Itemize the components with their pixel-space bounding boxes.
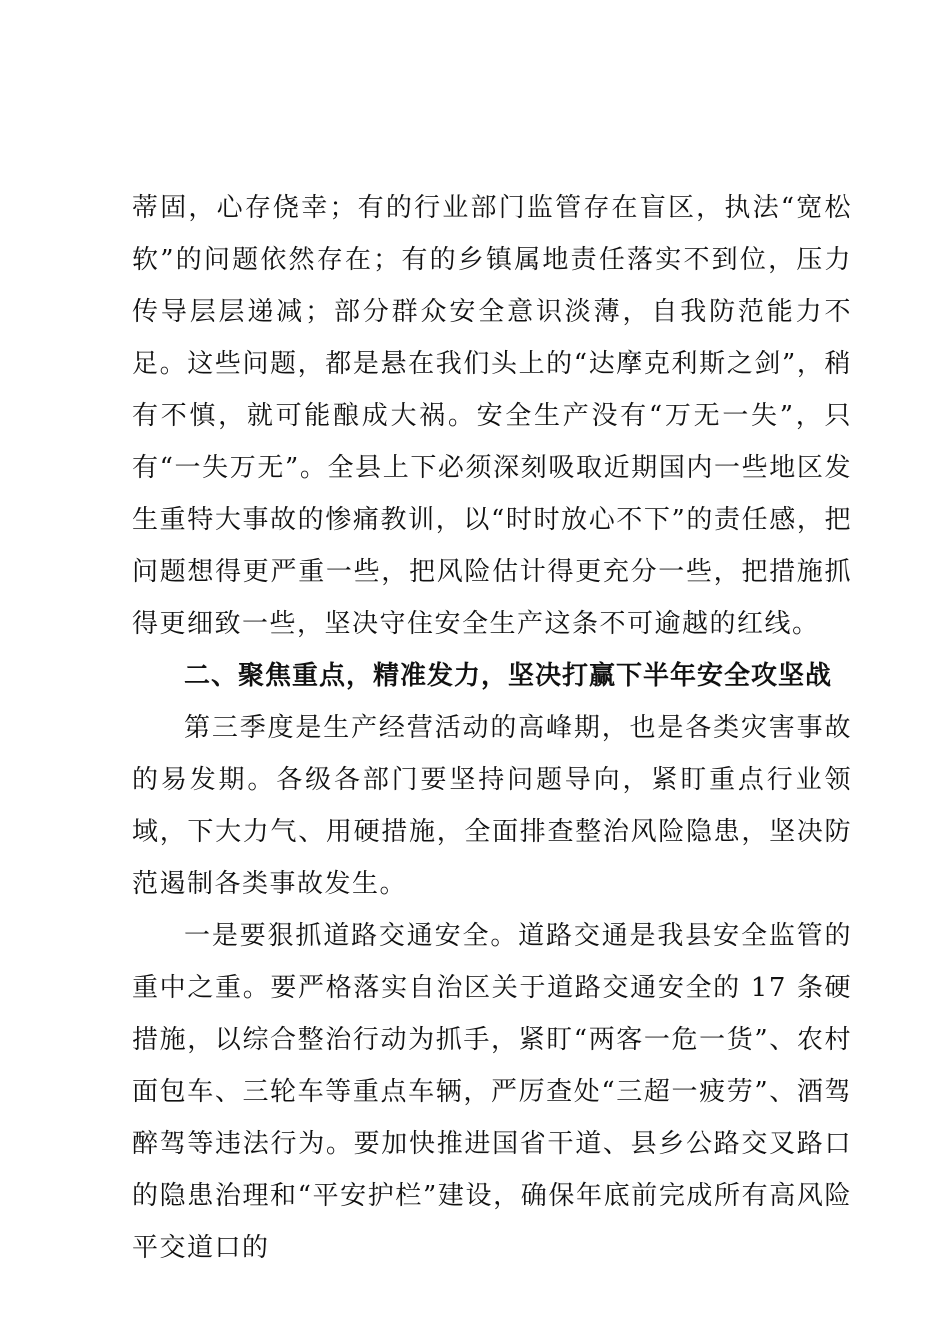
- document-body: [132, 182, 852, 1274]
- paragraph-continuation: 蒂固，心存侥幸；有的行业部门监管存在盲区，执法“宽松软”的问题依然存在；有的乡镇属地责任落实不到位，压力传导层层递减；部分群众安全意识淡薄，自我防范能力不足。这些问题，都是悬在我们头上的“达摩克利斯之剑”，稍有不慎，就可能酿成大祸。安全生产没有“万无一失”，只有“一失万无”。全县上下必须深刻吸取近期国内一些地区发生重特大事故的惨痛教训，以“时时放心不下”的责任感，把问题想得更严重一些，把风险估计得更充分一些，把措施抓得更细致一些，坚决守住安全生产这条不可逾越的红线。: [132, 193, 852, 639]
- section-heading: 二、聚焦重点，精准发力，坚决打赢下半年安全攻坚战: [184, 661, 833, 691]
- paragraph-road-traffic: 一是要狠抓道路交通安全。道路交通是我县安全监管的重中之重。要严格落实自治区关于道路交通安全的 17 条硬措施，以综合整治行动为抓手，紧盯“两客一危一货”、农村面包车、三轮车等重点车辆，严厉查处“三超一疲劳”、酒驾醉驾等违法行为。要加快推进国省干道、县乡公路交叉路口的隐患治理和“平安护栏”建设，确保年底前完成所有高风险平交道口的: [132, 921, 852, 1263]
- paragraph-third-quarter: 第三季度是生产经营活动的高峰期，也是各类灾害事故的易发期。各级各部门要坚持问题导向，紧盯重点行业领域，下大力气、用硬措施，全面排查整治风险隐患，坚决防范遏制各类事故发生。: [132, 713, 852, 899]
